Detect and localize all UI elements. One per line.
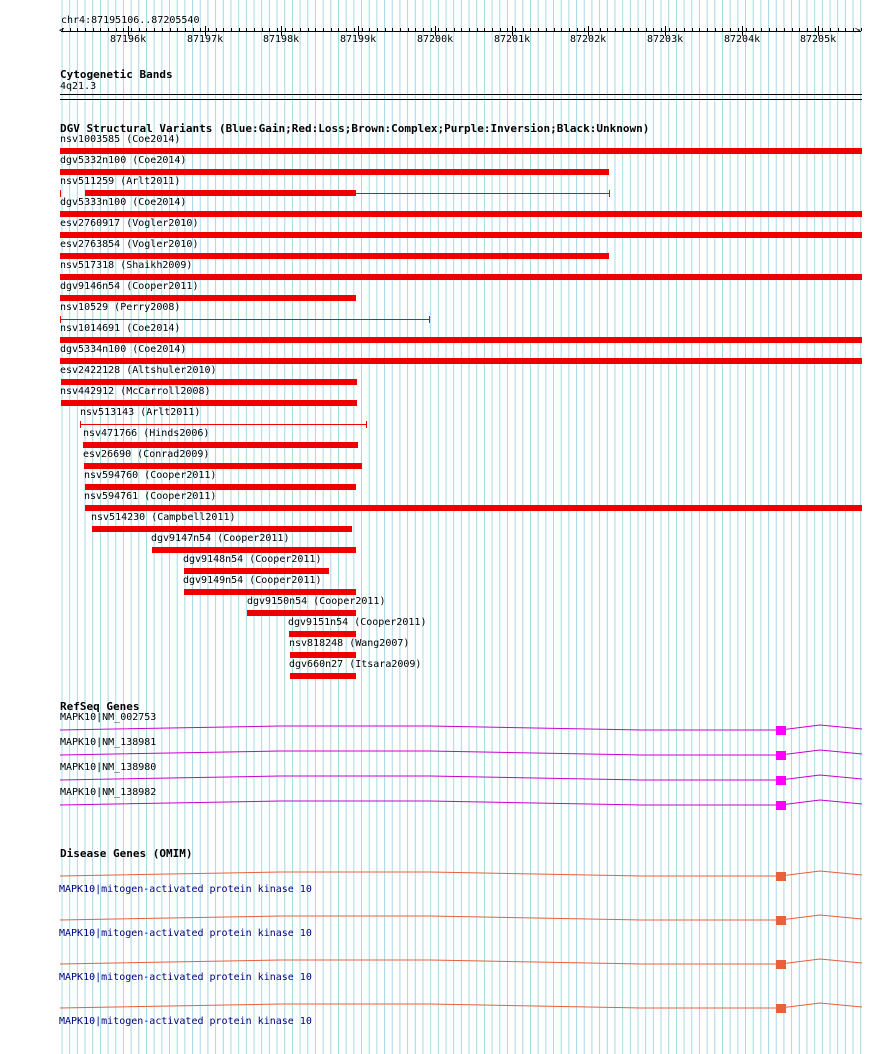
omim-gene-intron-line bbox=[60, 871, 862, 876]
omim-gene-label[interactable]: MAPK10|mitogen-activated protein kinase 10 bbox=[59, 884, 312, 895]
ruler-tick-label: 87198k bbox=[263, 34, 300, 45]
dgv-variant-label[interactable]: esv2760917 (Vogler2010) bbox=[60, 218, 199, 229]
refseq-gene-label[interactable]: MAPK10|NM_138980 bbox=[60, 762, 157, 773]
refseq-gene-exon bbox=[776, 751, 786, 760]
omim-gene-label[interactable]: MAPK10|mitogen-activated protein kinase 10 bbox=[59, 928, 312, 939]
omim-gene-exon bbox=[776, 1004, 786, 1013]
omim-gene-intron-line bbox=[60, 915, 862, 920]
dgv-variant-label[interactable]: esv26690 (Conrad2009) bbox=[83, 449, 210, 460]
dgv-variant-label[interactable]: dgv9146n54 (Cooper2011) bbox=[60, 281, 199, 292]
omim-gene-label[interactable]: MAPK10|mitogen-activated protein kinase 10 bbox=[59, 972, 312, 983]
dgv-variant-label[interactable]: nsv511259 (Arlt2011) bbox=[60, 176, 181, 187]
dgv-track-title: DGV Structural Variants (Blue:Gain;Red:Loss;Brown:Complex;Purple:Inversion;Black:Unknown) bbox=[60, 122, 650, 135]
refseq-gene-intron-line bbox=[60, 800, 862, 805]
ruler-tick-label: 87205k bbox=[800, 34, 837, 45]
dgv-variant-label[interactable]: esv2763854 (Vogler2010) bbox=[60, 239, 199, 250]
refseq-gene-intron-line bbox=[60, 725, 862, 730]
cytogenetic-bands-title: Cytogenetic Bands bbox=[60, 68, 173, 81]
refseq-gene-label[interactable]: MAPK10|NM_138981 bbox=[60, 737, 157, 748]
dgv-variant-label[interactable]: dgv5334n100 (Coe2014) bbox=[60, 344, 187, 355]
dgv-variant-label[interactable]: nsv594760 (Cooper2011) bbox=[84, 470, 217, 481]
dgv-variant-label[interactable]: nsv594761 (Cooper2011) bbox=[84, 491, 217, 502]
ruler-tick-label: 87199k bbox=[340, 34, 377, 45]
refseq-gene-exon bbox=[776, 801, 786, 810]
dgv-variant-label[interactable]: nsv517318 (Shaikh2009) bbox=[60, 260, 193, 271]
omim-track-title: Disease Genes (OMIM) bbox=[60, 847, 193, 860]
dgv-variant-label[interactable]: nsv1014691 (Coe2014) bbox=[60, 323, 181, 334]
dgv-variant-label[interactable]: dgv9149n54 (Cooper2011) bbox=[183, 575, 322, 586]
ruler-tick-label: 87200k bbox=[417, 34, 454, 45]
dgv-variant-label[interactable]: dgv9147n54 (Cooper2011) bbox=[151, 533, 290, 544]
dgv-variant-label[interactable]: dgv9148n54 (Cooper2011) bbox=[183, 554, 322, 565]
dgv-variant-label[interactable]: nsv471766 (Hinds2006) bbox=[83, 428, 210, 439]
ruler-right-arrow-icon: > bbox=[855, 26, 861, 36]
ruler-position-label: chr4:87195106..87205540 bbox=[61, 15, 200, 26]
dgv-variant-label[interactable]: dgv9151n54 (Cooper2011) bbox=[288, 617, 427, 628]
omim-gene-exon bbox=[776, 916, 786, 925]
cytoband-label[interactable]: 4q21.3 bbox=[60, 81, 97, 92]
dgv-variant-label[interactable]: dgv660n27 (Itsara2009) bbox=[289, 659, 422, 670]
dgv-variant-label[interactable]: nsv513143 (Arlt2011) bbox=[80, 407, 201, 418]
dgv-variant-label[interactable]: dgv5332n100 (Coe2014) bbox=[60, 155, 187, 166]
dgv-variant-label[interactable]: nsv1003585 (Coe2014) bbox=[60, 134, 181, 145]
omim-gene-intron-line bbox=[60, 1003, 862, 1008]
omim-gene-exon bbox=[776, 872, 786, 881]
dgv-variant-label[interactable]: esv2422128 (Altshuler2010) bbox=[60, 365, 217, 376]
ruler-tick-label: 87196k bbox=[110, 34, 147, 45]
ruler-tick-label: 87203k bbox=[647, 34, 684, 45]
refseq-gene-label[interactable]: MAPK10|NM_002753 bbox=[60, 712, 157, 723]
dgv-variant-label[interactable]: dgv5333n100 (Coe2014) bbox=[60, 197, 187, 208]
refseq-gene-intron-line bbox=[60, 775, 862, 780]
dgv-variant-label[interactable]: dgv9150n54 (Cooper2011) bbox=[247, 596, 386, 607]
ruler-tick-label: 87197k bbox=[187, 34, 224, 45]
dgv-variant-label[interactable]: nsv442912 (McCarroll2008) bbox=[60, 386, 211, 397]
omim-gene-label[interactable]: MAPK10|mitogen-activated protein kinase 10 bbox=[59, 1016, 312, 1027]
ruler-tick-label: 87201k bbox=[494, 34, 531, 45]
ruler-left-arrow-icon: < bbox=[59, 26, 65, 36]
omim-gene-exon bbox=[776, 960, 786, 969]
refseq-gene-exon bbox=[776, 726, 786, 735]
dgv-variant-label[interactable]: nsv818248 (Wang2007) bbox=[289, 638, 410, 649]
ruler-tick-label: 87204k bbox=[724, 34, 761, 45]
dgv-variant-label[interactable]: nsv10529 (Perry2008) bbox=[60, 302, 181, 313]
omim-gene-intron-line bbox=[60, 959, 862, 964]
refseq-gene-label[interactable]: MAPK10|NM_138982 bbox=[60, 787, 157, 798]
ruler-tick-label: 87202k bbox=[570, 34, 607, 45]
refseq-track-title: RefSeq Genes bbox=[60, 700, 140, 713]
refseq-gene-exon bbox=[776, 776, 786, 785]
dgv-variant-label[interactable]: nsv514230 (Campbell2011) bbox=[91, 512, 236, 523]
refseq-gene-intron-line bbox=[60, 750, 862, 755]
